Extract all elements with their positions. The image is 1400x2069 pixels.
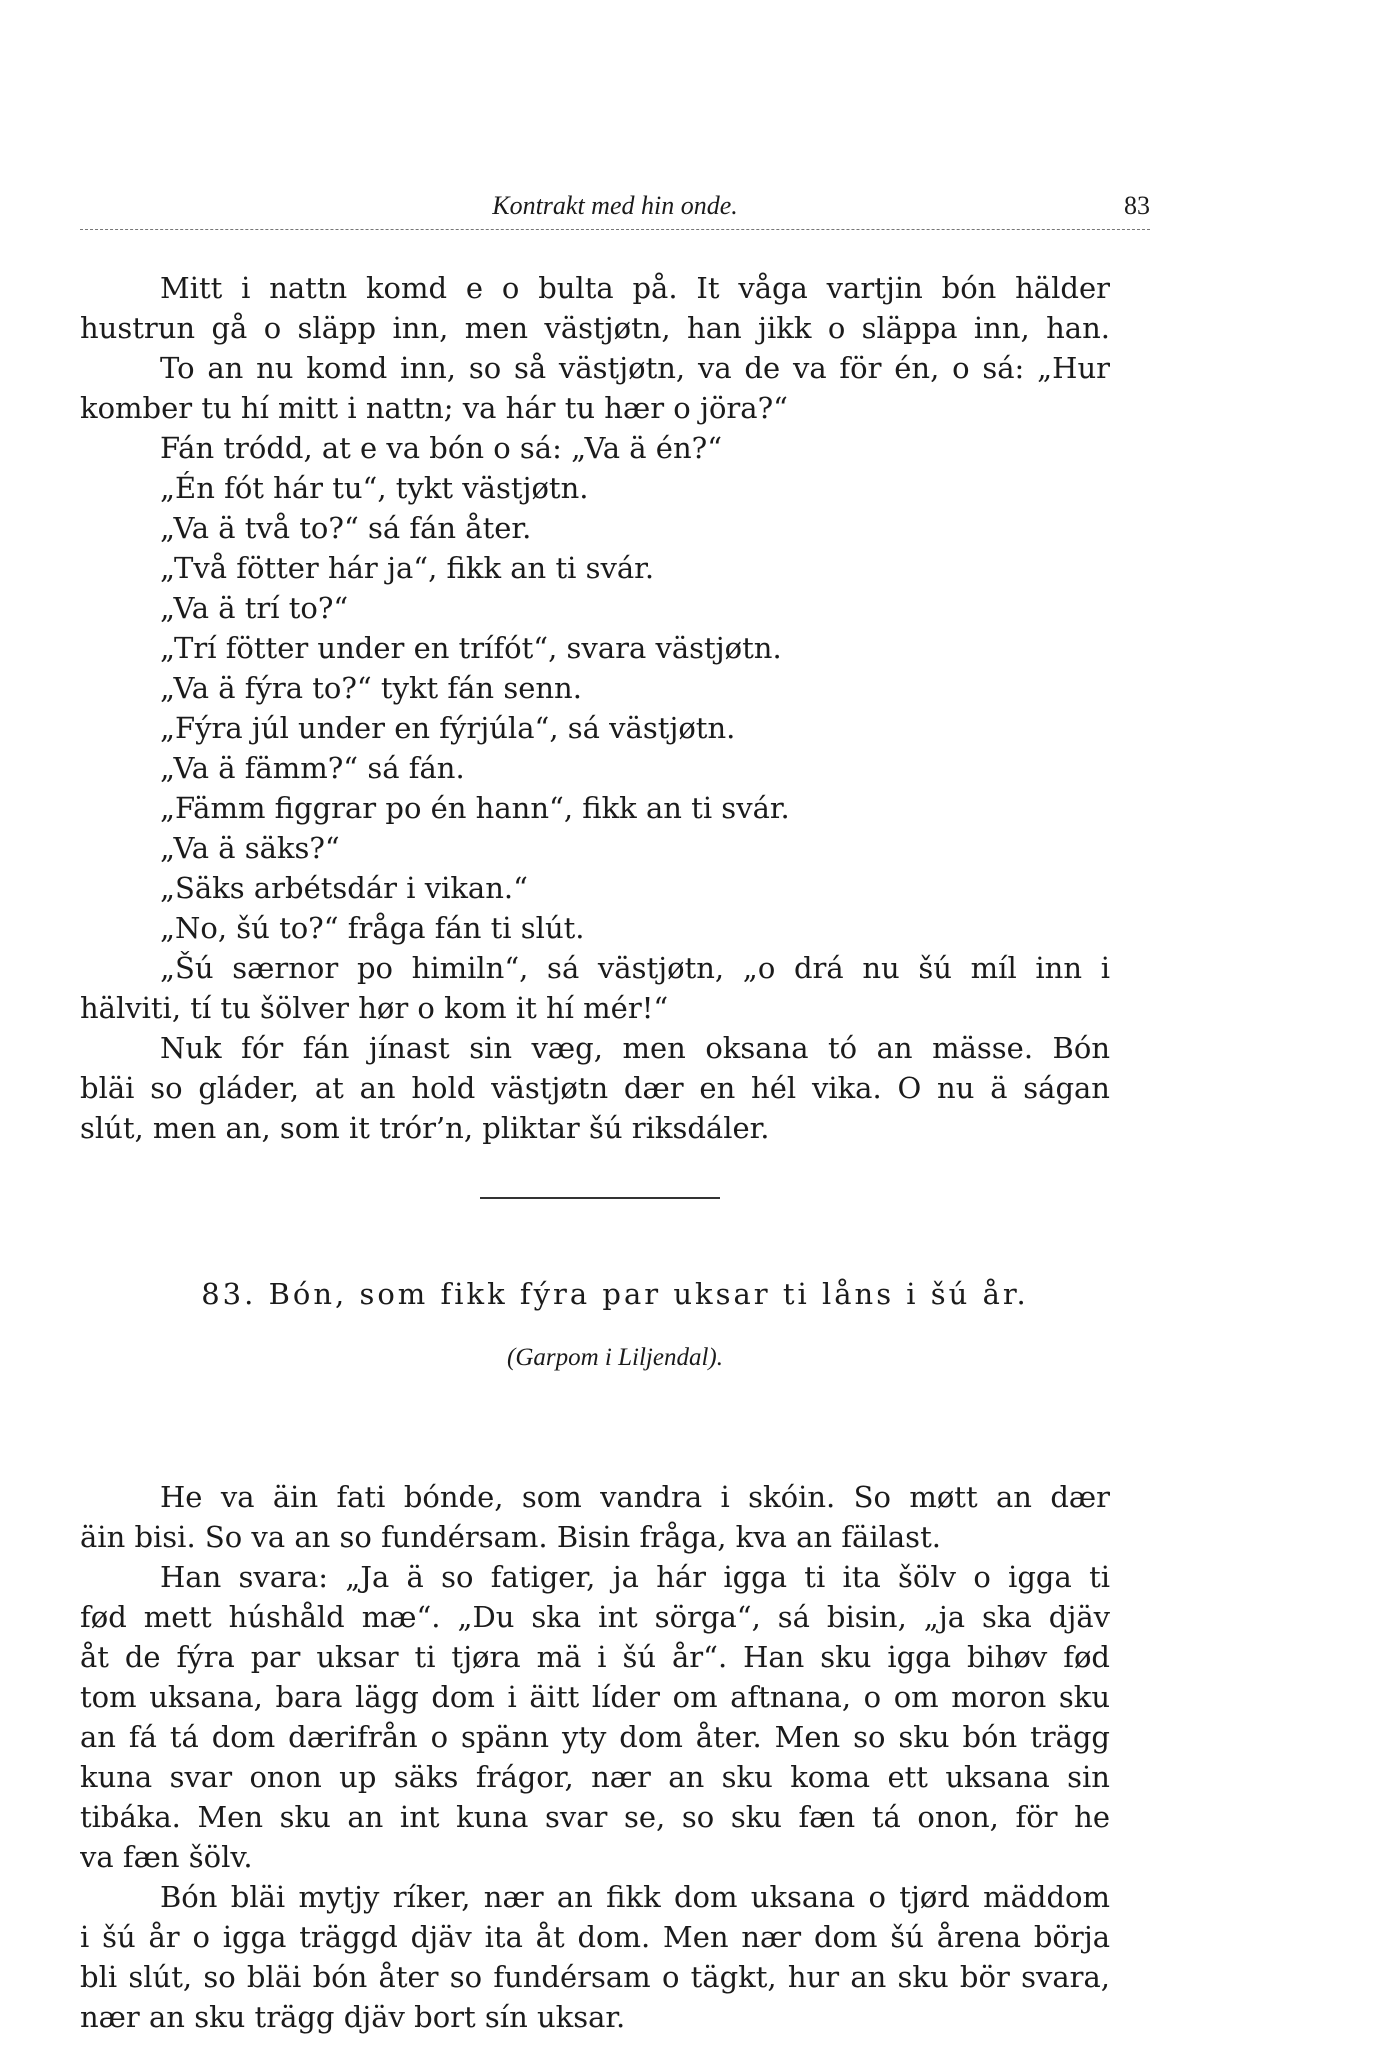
story-2-text: [80, 1477, 1110, 2037]
text-line: Fán tródd, at e va bón o sá: „Va ä én?“: [160, 431, 723, 465]
text-line: „Säks arbétsdár i vikan.“: [160, 871, 528, 905]
text-line: „Fämm figgrar po én hann“, fikk an ti svár.: [160, 791, 790, 825]
story-heading: [80, 1277, 1150, 1311]
text-line: äin bisi. So va an so fundérsam. Bisin fråga, kva an fäilast.: [80, 1520, 941, 1554]
text-line: slút, men an, som it trór’n, pliktar šú riksdáler.: [80, 1111, 770, 1145]
text-line: „Šú særnor po himiln“, sá västjøtn, „o drá nu šú míl inn i: [160, 951, 1110, 985]
text-line: He va äin fati bónde, som vandra i skóin. So møtt an dær: [160, 1480, 1110, 1514]
text-line: bläi so gláder, at an hold västjøtn dær en hél vika. O nu ä ságan: [80, 1071, 1110, 1105]
text-line: „Va ä trí to?“: [160, 591, 349, 625]
page-number: 83: [1124, 191, 1150, 220]
text-line: tibáka. Men sku an int kuna svar se, so sku fæn tá onon, för he: [80, 1800, 1110, 1834]
story-1-text: [80, 268, 1110, 1148]
text-line: va fæn šölv.: [80, 1840, 253, 1874]
text-line: fød mett húshåld mæ“. „Du ska int sörga“, sá bisin, „ja ska djäv: [80, 1600, 1110, 1634]
text-line: „Va ä fämm?“ sá fán.: [160, 751, 465, 785]
running-title: Kontrakt med hin onde.: [492, 191, 738, 220]
text-line: „Fýra júl under en fýrjúla“, sá västjøtn.: [160, 711, 736, 745]
text-line: an fá tá dom dærifrån o spänn yty dom åter. Men so sku bón trägg: [80, 1720, 1110, 1754]
story-title: Bón, som fikk fýra par uksar ti låns i šú år.: [268, 1277, 1029, 1311]
text-line: i šú år o igga träggd djäv ita åt dom. Men nær dom šú årena börja: [80, 1920, 1110, 1954]
header-rule: [80, 229, 1150, 230]
text-line: „Én fót hár tu“, tykt västjøtn.: [160, 471, 589, 505]
text-line: bli slút, so bläi bón åter so fundérsam o tägkt, hur an sku bör svara,: [80, 1960, 1110, 1994]
story-number: 83.: [201, 1277, 257, 1311]
text-line: tom uksana, bara lägg dom i äitt líder om aftnana, o om moron sku: [80, 1680, 1110, 1714]
text-line: hälviti, tí tu šölver hør o kom it hí mér!“: [80, 991, 669, 1025]
text-line: „Va ä fýra to?“ tykt fán senn.: [160, 671, 582, 705]
text-line: „Två fötter hár ja“, fikk an ti svár.: [160, 551, 655, 585]
text-line: „Trí fötter under en trífót“, svara västjøtn.: [160, 631, 782, 665]
text-line: åt de fýra par uksar ti tjøra mä i šú år“. Han sku igga bihøv fød: [80, 1640, 1110, 1674]
story-source: (Garpom i Liljendal).: [507, 1344, 723, 1371]
text-line: „No, šú to?“ fråga fán ti slút.: [160, 911, 585, 945]
section-divider: [480, 1197, 720, 1199]
text-line: komber tu hí mitt i nattn; va hár tu hær o jöra?“: [80, 391, 788, 425]
text-line: Mitt i nattn komd e o bulta på. It våga vartjin bón hälder: [160, 271, 1110, 305]
text-line: „Va ä två to?“ sá fán åter.: [160, 511, 532, 545]
text-line: „Va ä säks?“: [160, 831, 340, 865]
text-line: Nuk fór fán jínast sin væg, men oksana tó an mässe. Bón: [160, 1031, 1110, 1065]
text-line: hustrun gå o släpp inn, men västjøtn, han jikk o släppa inn, han.: [80, 311, 1110, 345]
text-line: Han svara: „Ja ä so fatiger, ja hár igga ti ita šölv o igga ti: [160, 1560, 1110, 1594]
text-line: Bón bläi mytjy ríker, nær an fikk dom uksana o tjørd mäddom: [160, 1880, 1110, 1914]
text-line: To an nu komd inn, so så västjøtn, va de va för én, o sá: „Hur: [160, 351, 1110, 385]
text-line: nær an sku trägg djäv bort sín uksar.: [80, 2000, 626, 2034]
text-line: kuna svar onon up säks frágor, nær an sku koma ett uksana sin: [80, 1760, 1110, 1794]
